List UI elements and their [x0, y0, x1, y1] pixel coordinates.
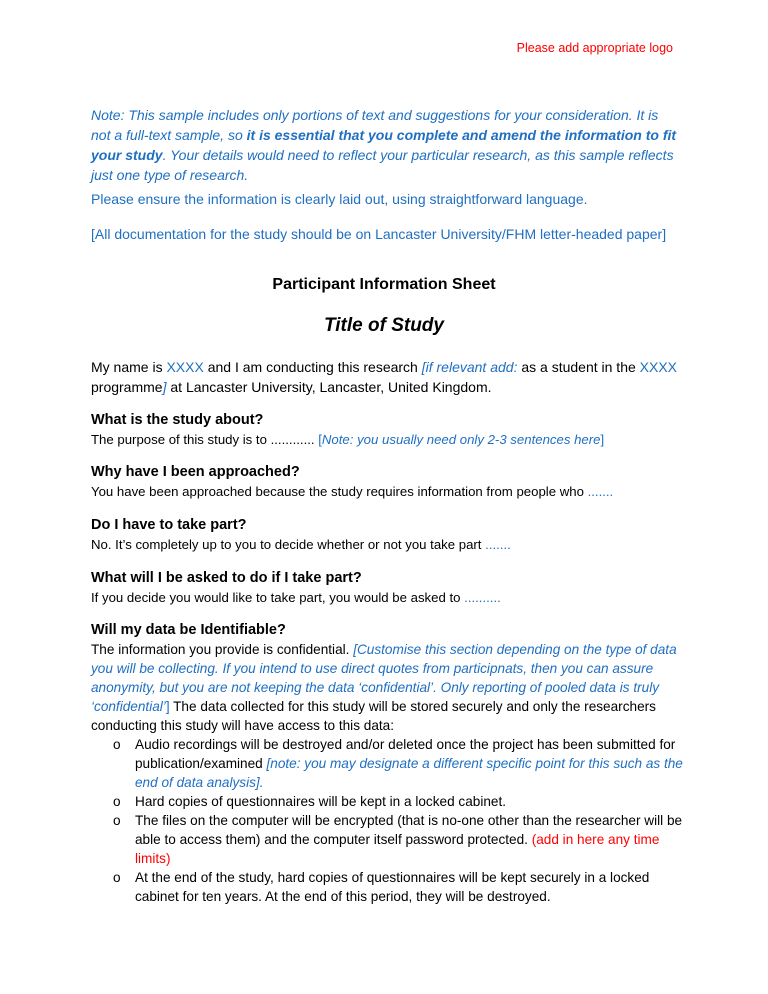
- list-item: o Hard copies of questionnaires will be kept in a locked cabinet.: [113, 794, 507, 809]
- section-heading: What will I be asked to do if I take part?: [91, 570, 362, 586]
- storage-bullet-list: [91, 735, 683, 906]
- section-text: The information you provide is confidential. [Customise this section depending on the type of data you will be collecting. If you intend to use direct quotes from participnats, then you can assure anonymity, but you are not keeping the data ‘confidential’. Only reporting of pooled data is truly ‘confidential’] The data collected for this study will be stored securely and only the researchers conducting this study will have access to this data:: [91, 642, 677, 733]
- sample-note: Note: This sample includes only portions of text and suggestions for your consideration. It is not a full-text sample, so it is essential that you complete and amend the information to fit your study. Your details would need to reflect your particular research, as this sample reflects just one type of research.: [91, 107, 677, 183]
- layout-note: Please ensure the information is clearly laid out, using straightforward language.: [91, 191, 588, 207]
- section-text: The purpose of this study is to ............ [Note: you usually need only 2-3 sentences here]: [91, 432, 605, 447]
- intro-paragraph: My name is XXXX and I am conducting this research [if relevant add: as a student in the XXXX programme] at Lancaster University, Lancaster, United Kingdom.: [91, 359, 678, 395]
- section-text: No. It’s completely up to you to decide whether or not you take part .......: [91, 537, 511, 552]
- section-text: If you decide you would like to take part, you would be asked to ..........: [91, 590, 501, 605]
- study-title: Title of Study: [324, 315, 444, 336]
- section-take-part: [91, 515, 681, 554]
- section-heading: What is the study about?: [91, 412, 264, 428]
- section-heading: Why have I been approached?: [91, 464, 300, 480]
- letterhead-note: [All documentation for the study should be on Lancaster University/FHM letter-headed paper]: [91, 226, 667, 242]
- section-about: [91, 410, 681, 449]
- section-text: You have been approached because the study requires information from people who .......: [91, 484, 614, 499]
- section-heading: Will my data be Identifiable?: [91, 622, 286, 638]
- list-item: o At the end of the study, hard copies of questionnaires will be kept securely in a locked cabinet for ten years. At the end of this period, they will be destroyed.: [113, 870, 650, 904]
- page-title: Participant Information Sheet: [272, 276, 496, 293]
- list-item: o The files on the computer will be encrypted (that is no-one other than the researcher will be able to access them) and the computer itself password protected. (add in here any time limits): [113, 813, 683, 866]
- list-item: o Audio recordings will be destroyed and/or deleted once the project has been submitted for publication/examined [note: you may designate a different specific point for this such as the end of data analysis].: [113, 737, 683, 790]
- logo-placeholder-note: Please add appropriate logo: [516, 41, 673, 55]
- section-identifiable: [91, 620, 683, 906]
- section-approached: [91, 462, 681, 501]
- section-heading: Do I have to take part?: [91, 517, 247, 533]
- section-asked: [91, 568, 681, 607]
